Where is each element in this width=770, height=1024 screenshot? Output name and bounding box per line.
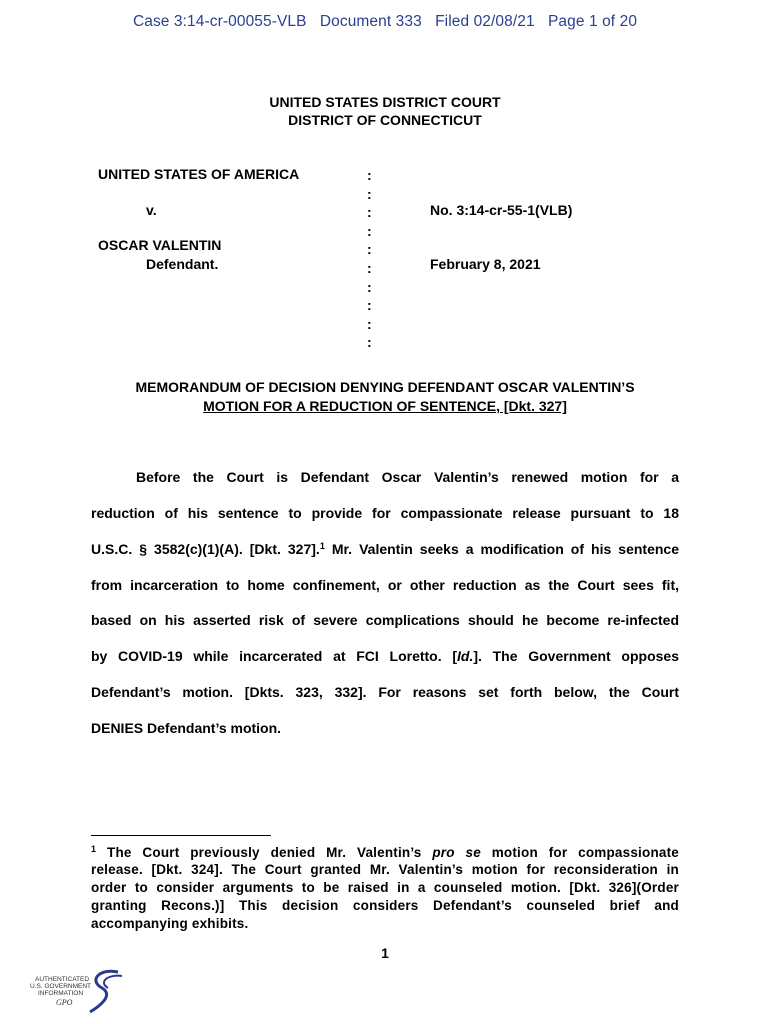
case-header bbox=[0, 13, 770, 31]
ruling: DENIES bbox=[91, 720, 144, 736]
court-name: UNITED STATES DISTRICT COURT bbox=[269, 94, 501, 110]
body-line-7: Defendant’s motion. [Dkts. 323, 332]. For reasons set forth below, the Court bbox=[91, 684, 679, 700]
body-line-1: Before the Court is Defendant Oscar Valentin’s renewed motion for a bbox=[136, 469, 679, 485]
footnote-text: motion for compassionate bbox=[480, 845, 679, 860]
page-number: 1 bbox=[381, 945, 389, 961]
memorandum-title-underlined: MOTION FOR A REDUCTION OF SENTENCE, [Dkt. 327] bbox=[203, 398, 567, 414]
body-line-2: reduction of his sentence to provide for compassionate release pursuant to 18 bbox=[91, 505, 679, 521]
case-number-header: Case 3:14-cr-00055-VLB bbox=[132, 13, 307, 30]
plaintiff-name: UNITED STATES OF AMERICA bbox=[98, 166, 300, 182]
caption-colon: : bbox=[367, 204, 372, 221]
body-text: U.S.C. § 3582(c)(1)(A). [Dkt. 327]. bbox=[91, 541, 320, 557]
caption-colon: : bbox=[367, 297, 372, 314]
caption-divider bbox=[367, 166, 377, 352]
footnote-line-5: accompanying exhibits. bbox=[91, 916, 249, 931]
body-text: ]. The Government opposes bbox=[473, 648, 679, 664]
footnote-ref[interactable]: 1 bbox=[319, 541, 325, 551]
seal-text: GPO bbox=[56, 998, 73, 1007]
page-indicator: Page 1 of 20 bbox=[547, 13, 638, 30]
memorandum-title-line1: MEMORANDUM OF DECISION DENYING DEFENDANT OSCAR VALENTIN’S bbox=[135, 379, 635, 395]
body-line-5: based on his asserted risk of severe complications should he become re-infected bbox=[91, 612, 679, 628]
filed-date: Filed 02/08/21 bbox=[435, 13, 535, 30]
court-district: DISTRICT OF CONNECTICUT bbox=[288, 112, 482, 128]
decision-date: February 8, 2021 bbox=[430, 256, 541, 272]
case-number: No. 3:14-cr-55-1(VLB) bbox=[430, 202, 573, 218]
body-text: Defendant’s motion. bbox=[143, 720, 282, 736]
versus: v. bbox=[146, 202, 157, 218]
seal-text: AUTHENTICATED bbox=[35, 976, 90, 983]
footnote-line-3: order to consider arguments to be raised in a counseled motion. [Dkt. 326](Order bbox=[91, 880, 679, 895]
defendant-name: OSCAR VALENTIN bbox=[98, 237, 222, 253]
body-line-4: from incarceration to home confinement, or other reduction as the Court sees fit, bbox=[91, 577, 679, 593]
body-text: Mr. Valentin seeks a modification of his sentence bbox=[324, 541, 679, 557]
caption-colon: : bbox=[367, 259, 372, 276]
body-line-8 bbox=[91, 720, 679, 736]
footnote-text: The Court previously denied Mr. Valentin’s bbox=[96, 845, 433, 860]
seal-text: INFORMATION bbox=[38, 990, 84, 997]
caption-colon: : bbox=[367, 278, 372, 295]
body-text: by COVID-19 while incarcerated at FCI Loretto. [ bbox=[91, 648, 458, 664]
caption-colon: : bbox=[367, 334, 372, 351]
body-line-6 bbox=[91, 648, 679, 664]
caption-colon: : bbox=[367, 167, 372, 183]
footnote-line-2: release. [Dkt. 324]. The Court granted Mr. Valentin’s motion for reconsideration in bbox=[91, 862, 679, 877]
memorandum-title-line2 bbox=[0, 398, 770, 414]
caption-colon: : bbox=[367, 315, 372, 332]
defendant-role: Defendant. bbox=[146, 256, 219, 272]
caption-colon: : bbox=[367, 222, 372, 239]
id-citation: Id. bbox=[457, 648, 474, 664]
footnote-line-1 bbox=[91, 844, 679, 860]
footnote-italic: pro se bbox=[432, 845, 481, 860]
body-line-3 bbox=[91, 541, 679, 557]
footnote-divider bbox=[91, 835, 271, 836]
footnote-line-4: granting Recons.)] This decision considers Defendant’s counseled brief and bbox=[91, 898, 679, 913]
caption-colon: : bbox=[367, 185, 372, 202]
seal-text: U.S. GOVERNMENT bbox=[30, 983, 92, 990]
caption-colon: : bbox=[367, 241, 372, 258]
footnote-marker: 1 bbox=[91, 844, 97, 854]
document-number: Document 333 bbox=[319, 13, 422, 30]
gpo-seal-icon bbox=[30, 968, 130, 1016]
